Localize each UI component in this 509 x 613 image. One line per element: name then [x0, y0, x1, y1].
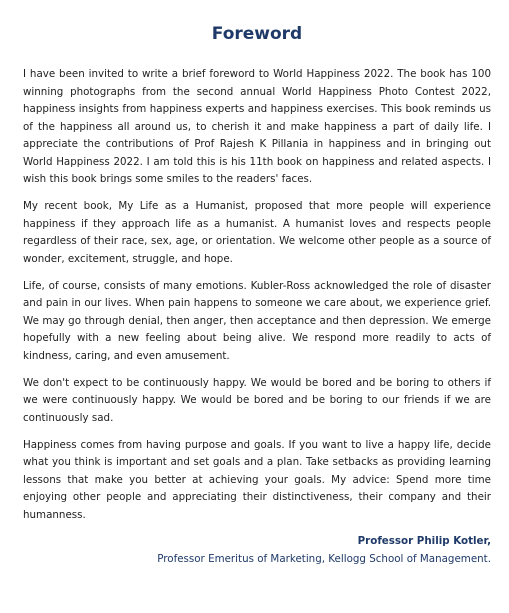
paragraph-3: Life, of course, consists of many emotions. Kubler-Ross acknowledged the role of disaster and pain in our lives. When pain happens to someone we care about, we experience grief. We may go through denial, then anger, then acceptance and then depression. We emerge hopefully with a new feeling about being alive. We respond more readily to acts of kindness, caring, and even amusement. [23, 279, 491, 362]
paragraph-4: We don't expect to be continuously happy. We would be bored and be boring to others if we were continuously happy. We would be bored and be boring to our friends if we are continuously sad. [23, 376, 491, 424]
signature-name: Professor Philip Kotler, [357, 535, 491, 547]
signature-block [23, 532, 491, 568]
signature-position: Professor Emeritus of Marketing, Kellogg School of Management. [157, 553, 491, 565]
page-title: Foreword [211, 24, 303, 44]
paragraph-1: I have been invited to write a brief foreword to World Happiness 2022. The book has 100 winning photographs from the second annual World Happiness Photo Contest 2022, happiness insights from happiness experts and happiness exercises. This book reminds us of the happiness all around us, to cherish it and make happiness a part of daily life. I appreciate the contributions of Prof Rajesh K Pillania in happiness and in bringing out World Happiness 2022. I am told this is his 11th book on happiness and related aspects. I wish this book brings some smiles to the readers' faces. [23, 68, 491, 185]
foreword-body [23, 66, 491, 534]
paragraph-2: My recent book, My Life as a Humanist, proposed that more people will experience happiness if they approach life as a humanist. A humanist loves and respects people regardless of their race, sex, age, or orientation. We welcome other people as a source of wonder, excitement, struggle, and hope. [23, 200, 491, 265]
paragraph-5: Happiness comes from having purpose and goals. If you want to live a happy life, decide what you think is important and set goals and a plan. Take setbacks as providing learning lessons that make you better at achieving your goals. My advice: Spend more time enjoying other people and appreciating their distinctiveness, their company and their humanness. [23, 438, 491, 521]
